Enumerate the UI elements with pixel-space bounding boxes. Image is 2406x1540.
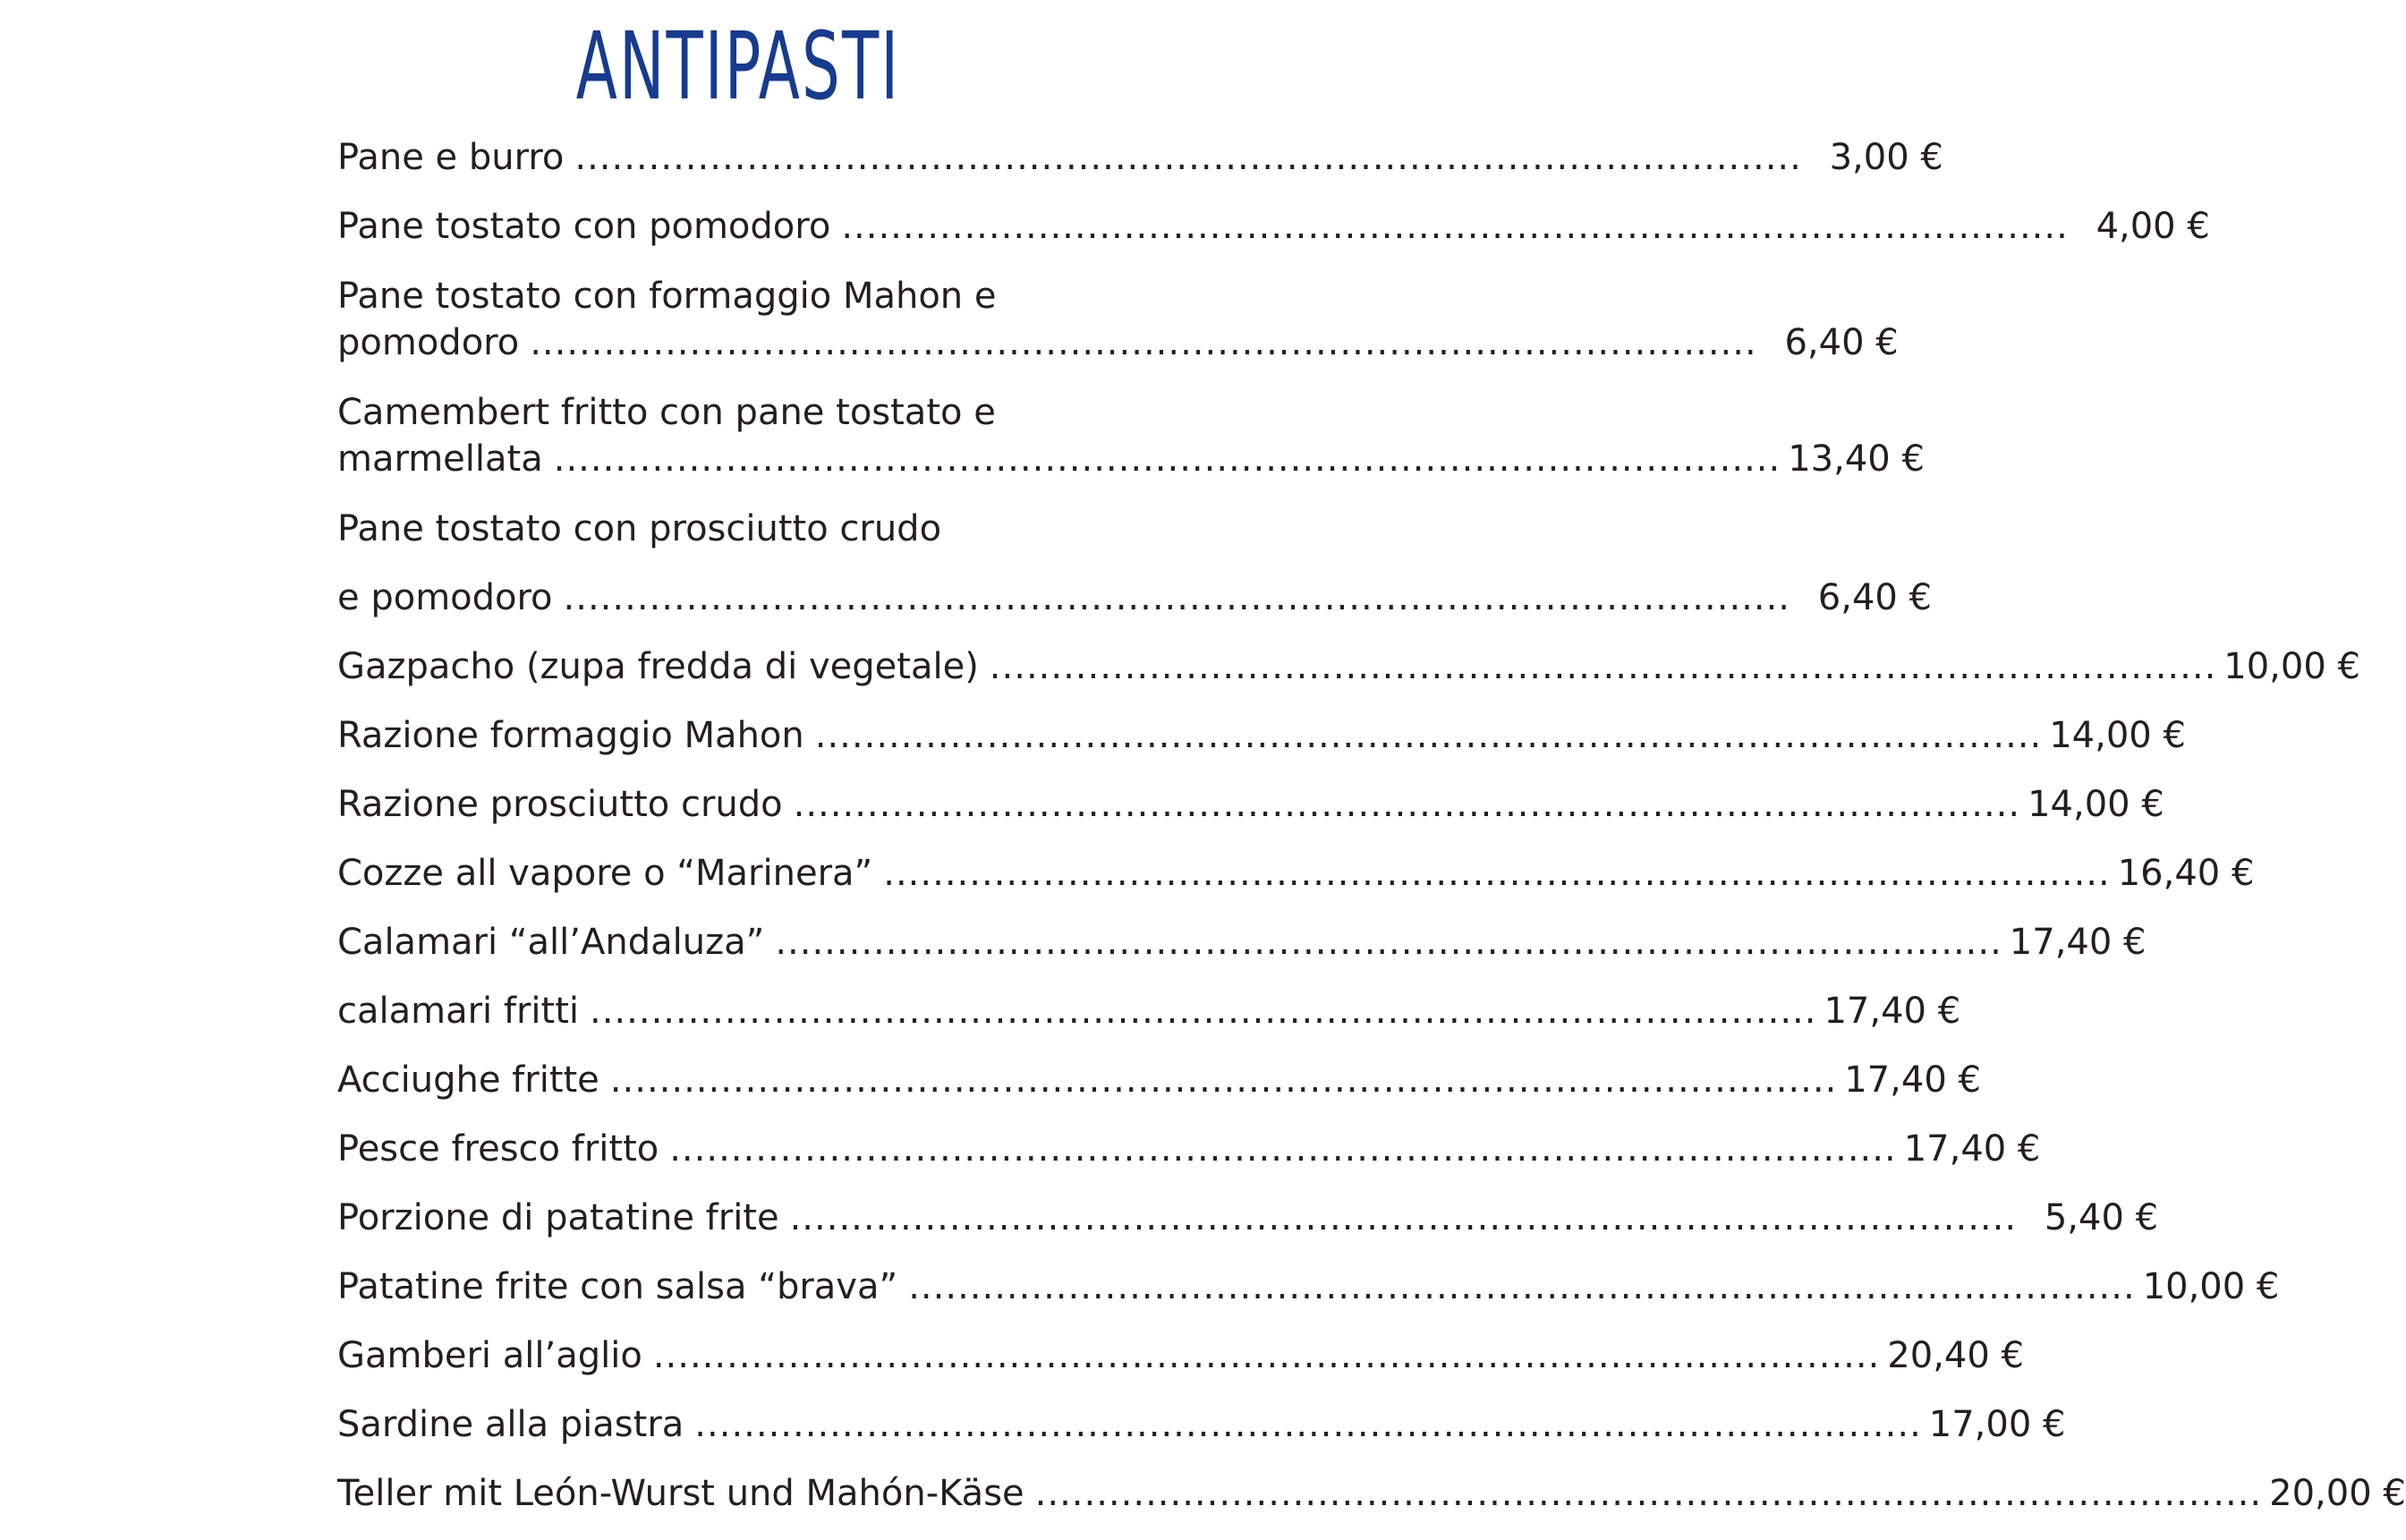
menu-item — [337, 273, 1899, 366]
menu-item-name: Razione formaggio Mahon — [337, 715, 804, 756]
leader-dots: .................................................................................................... — [574, 137, 1802, 178]
menu-item-name: Acciughe fritte — [337, 1059, 599, 1101]
menu-item — [337, 643, 2360, 690]
menu-item-name: Calamari “all’Andaluza” — [337, 922, 765, 963]
menu-item-name: Razione prosciutto crudo — [337, 784, 783, 825]
menu-item — [337, 1332, 2024, 1379]
menu-item-price: 4,00 € — [2096, 206, 2210, 247]
menu-item-price: 20,40 € — [1887, 1335, 2024, 1376]
menu-item — [337, 134, 1943, 181]
leader-dots: .................................................................................................... — [553, 438, 1781, 480]
leader-dots: .................................................................................................... — [814, 715, 2043, 756]
menu-item-price: 16,40 € — [2117, 853, 2255, 894]
menu-item-name: marmellata — [337, 438, 543, 480]
menu-item — [337, 203, 2210, 250]
menu-item — [337, 1126, 2041, 1172]
menu-item-name-line1: Pane tostato con prosciutto crudo — [337, 508, 942, 549]
menu-item-name: Pane tostato con pomodoro — [337, 206, 831, 247]
menu-item-name: Patatine frite con salsa “brava” — [337, 1266, 898, 1307]
menu-item-name: Porzione di patatine frite — [337, 1197, 779, 1238]
menu-item-price: 14,00 € — [2028, 784, 2164, 825]
menu-item-name: Pesce fresco fritto — [337, 1128, 659, 1170]
menu-item-price: 17,40 € — [1844, 1059, 1981, 1101]
leader-dots: .................................................................................................... — [530, 322, 1757, 363]
leader-dots: .................................................................................................... — [789, 1197, 2018, 1238]
menu-item-price: 6,40 € — [1784, 322, 1899, 363]
menu-item-price: 5,40 € — [2044, 1197, 2159, 1238]
menu-item-name-line1: Pane tostato con formaggio Mahon e — [337, 276, 997, 317]
menu-item-price: 3,00 € — [1829, 137, 1943, 178]
menu-item — [337, 781, 2164, 828]
leader-dots: .................................................................................................... — [609, 1059, 1838, 1101]
menu-item — [337, 712, 2186, 759]
menu-item-price: 20,00 € — [2269, 1473, 2406, 1514]
leader-dots: .................................................................................................... — [908, 1266, 2136, 1307]
menu-item-name: Gamberi all’aglio — [337, 1335, 642, 1376]
menu-item — [337, 919, 2147, 966]
menu-item-name: Gazpacho (zupa fredda di vegetale) — [337, 646, 979, 687]
leader-dots: .................................................................................................... — [775, 922, 2002, 963]
menu-item-price: 10,00 € — [2142, 1266, 2280, 1307]
leader-dots: .................................................................................................... — [669, 1128, 1897, 1170]
leader-dots: .................................................................................................... — [563, 577, 1791, 618]
leader-dots: .................................................................................................... — [989, 646, 2217, 687]
menu-item-name: e pomodoro — [337, 577, 553, 618]
menu-item-price: 17,40 € — [1903, 1128, 2041, 1170]
menu-item — [337, 389, 1925, 482]
menu-item — [337, 988, 1961, 1034]
menu-item-price: 17,40 € — [2009, 922, 2147, 963]
leader-dots: .................................................................................................... — [1034, 1473, 2263, 1514]
leader-dots: .................................................................................................... — [841, 206, 2069, 247]
menu-item-price: 17,00 € — [1928, 1404, 2066, 1445]
menu-item-price: 13,40 € — [1788, 438, 1925, 480]
leader-dots: .................................................................................................... — [883, 853, 2111, 894]
menu-title: ANTIPASTI — [575, 12, 901, 121]
menu-item-price: 6,40 € — [1817, 577, 1933, 618]
menu-item — [337, 850, 2255, 897]
leader-dots: .................................................................................................... — [590, 991, 1817, 1032]
menu-item-name: Cozze all vapore o “Marinera” — [337, 853, 873, 894]
leader-dots: .................................................................................................... — [652, 1335, 1881, 1376]
menu-item-name: pomodoro — [337, 322, 520, 363]
menu-item-name: calamari fritti — [337, 991, 579, 1032]
menu-item-name: Pane e burro — [337, 137, 565, 178]
menu-item-price: 17,40 € — [1824, 991, 1961, 1032]
menu-item — [337, 1263, 2280, 1310]
menu-item-name: Sardine alla piastra — [337, 1404, 684, 1445]
menu-item-price: 14,00 € — [2049, 715, 2186, 756]
leader-dots: .................................................................................................... — [694, 1404, 1922, 1445]
menu-item — [337, 1057, 1981, 1103]
leader-dots: .................................................................................................... — [793, 784, 2021, 825]
menu-item — [337, 1470, 2406, 1517]
menu-item — [337, 1195, 2159, 1241]
menu-item-name-line1: Camembert fritto con pane tostato e — [337, 392, 996, 433]
menu-item-name: Teller mit León-Wurst und Mahón-Käse — [337, 1473, 1024, 1514]
menu-item — [337, 1401, 2066, 1448]
menu-item-price: 10,00 € — [2223, 646, 2360, 687]
menu-item — [337, 506, 1933, 621]
